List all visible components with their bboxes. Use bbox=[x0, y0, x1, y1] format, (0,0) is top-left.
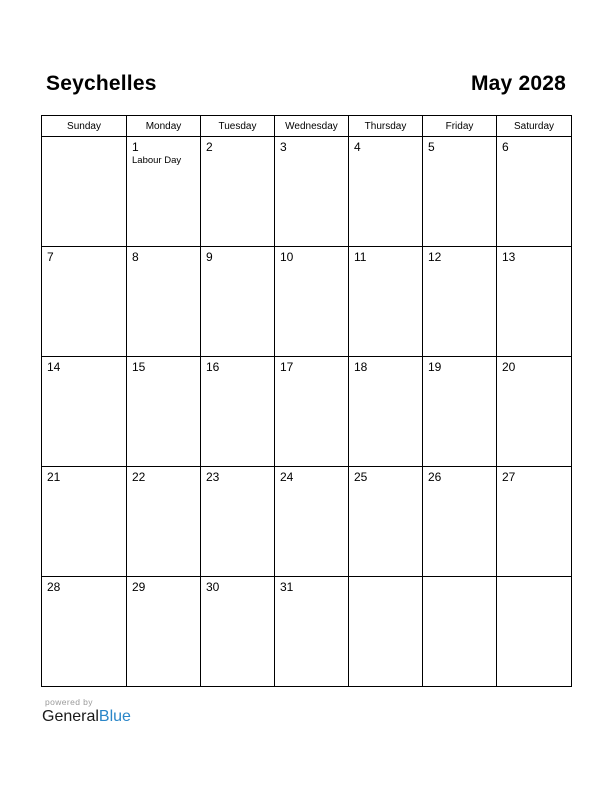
day-cell bbox=[423, 137, 497, 247]
day-number: 10 bbox=[280, 250, 294, 264]
day-cell bbox=[127, 137, 201, 247]
day-number: 27 bbox=[502, 470, 516, 484]
day-cell bbox=[497, 467, 572, 577]
weekday-header: Sunday bbox=[42, 116, 127, 137]
day-number: 22 bbox=[132, 470, 146, 484]
day-cell bbox=[275, 137, 349, 247]
day-number: 11 bbox=[354, 250, 367, 264]
day-cell bbox=[349, 577, 423, 687]
weekday-header: Saturday bbox=[497, 116, 572, 137]
day-cell bbox=[127, 357, 201, 467]
day-number: 20 bbox=[502, 360, 516, 374]
day-cell bbox=[497, 577, 572, 687]
week-row bbox=[42, 577, 572, 687]
day-number: 15 bbox=[132, 360, 146, 374]
day-cell bbox=[42, 467, 127, 577]
generalblue-logo[interactable] bbox=[42, 707, 131, 727]
day-cell bbox=[423, 357, 497, 467]
day-cell bbox=[275, 247, 349, 357]
day-number: 7 bbox=[47, 250, 54, 264]
day-cell bbox=[42, 577, 127, 687]
country-title: Seychelles bbox=[46, 72, 157, 95]
day-number: 3 bbox=[280, 140, 287, 154]
day-number: 1 bbox=[132, 140, 139, 154]
day-number: 6 bbox=[502, 140, 509, 154]
day-number: 8 bbox=[132, 250, 139, 264]
holiday-label: Labour Day bbox=[132, 155, 182, 166]
day-number: 28 bbox=[47, 580, 61, 594]
day-number: 31 bbox=[280, 580, 294, 594]
brand-general-text: General bbox=[42, 708, 99, 725]
footer-branding bbox=[42, 697, 131, 727]
week-row bbox=[42, 247, 572, 357]
day-cell bbox=[423, 577, 497, 687]
day-cell bbox=[349, 357, 423, 467]
month-year-title: May 2028 bbox=[470, 72, 566, 95]
weekday-header: Tuesday bbox=[201, 116, 275, 137]
day-number: 23 bbox=[206, 470, 220, 484]
week-row bbox=[42, 137, 572, 247]
day-number: 24 bbox=[280, 470, 294, 484]
day-number: 30 bbox=[206, 580, 220, 594]
day-cell bbox=[275, 357, 349, 467]
day-number: 21 bbox=[47, 470, 61, 484]
day-number: 12 bbox=[428, 250, 442, 264]
day-cell bbox=[275, 577, 349, 687]
day-cell bbox=[497, 357, 572, 467]
day-number: 4 bbox=[354, 140, 361, 154]
day-cell bbox=[42, 357, 127, 467]
weekday-header: Thursday bbox=[349, 116, 423, 137]
day-cell bbox=[127, 577, 201, 687]
day-cell bbox=[201, 137, 275, 247]
day-number: 9 bbox=[206, 250, 213, 264]
day-cell bbox=[42, 247, 127, 357]
day-number: 5 bbox=[428, 140, 435, 154]
weekday-header-row bbox=[42, 116, 572, 137]
day-cell bbox=[127, 467, 201, 577]
day-number: 18 bbox=[354, 360, 368, 374]
weekday-header: Monday bbox=[127, 116, 201, 137]
day-number: 14 bbox=[47, 360, 61, 374]
calendar-grid bbox=[41, 115, 572, 687]
week-row bbox=[42, 357, 572, 467]
day-number: 26 bbox=[428, 470, 442, 484]
day-number: 2 bbox=[206, 140, 213, 154]
powered-by-text: powered by bbox=[45, 697, 93, 707]
day-cell bbox=[201, 247, 275, 357]
day-number: 29 bbox=[132, 580, 146, 594]
day-cell bbox=[423, 467, 497, 577]
day-cell bbox=[201, 467, 275, 577]
day-number: 17 bbox=[280, 360, 294, 374]
weekday-header: Wednesday bbox=[275, 116, 349, 137]
day-number: 16 bbox=[206, 360, 220, 374]
day-cell bbox=[275, 467, 349, 577]
day-number: 25 bbox=[354, 470, 368, 484]
day-cell bbox=[349, 467, 423, 577]
day-cell bbox=[349, 247, 423, 357]
weekday-header: Friday bbox=[423, 116, 497, 137]
day-number: 19 bbox=[428, 360, 442, 374]
day-cell bbox=[201, 577, 275, 687]
brand-blue-text: Blue bbox=[98, 708, 131, 725]
day-cell bbox=[42, 137, 127, 247]
day-cell bbox=[349, 137, 423, 247]
day-cell bbox=[127, 247, 201, 357]
day-number: 13 bbox=[502, 250, 516, 264]
week-row bbox=[42, 467, 572, 577]
day-cell bbox=[497, 137, 572, 247]
day-cell bbox=[423, 247, 497, 357]
day-cell bbox=[201, 357, 275, 467]
day-cell bbox=[497, 247, 572, 357]
